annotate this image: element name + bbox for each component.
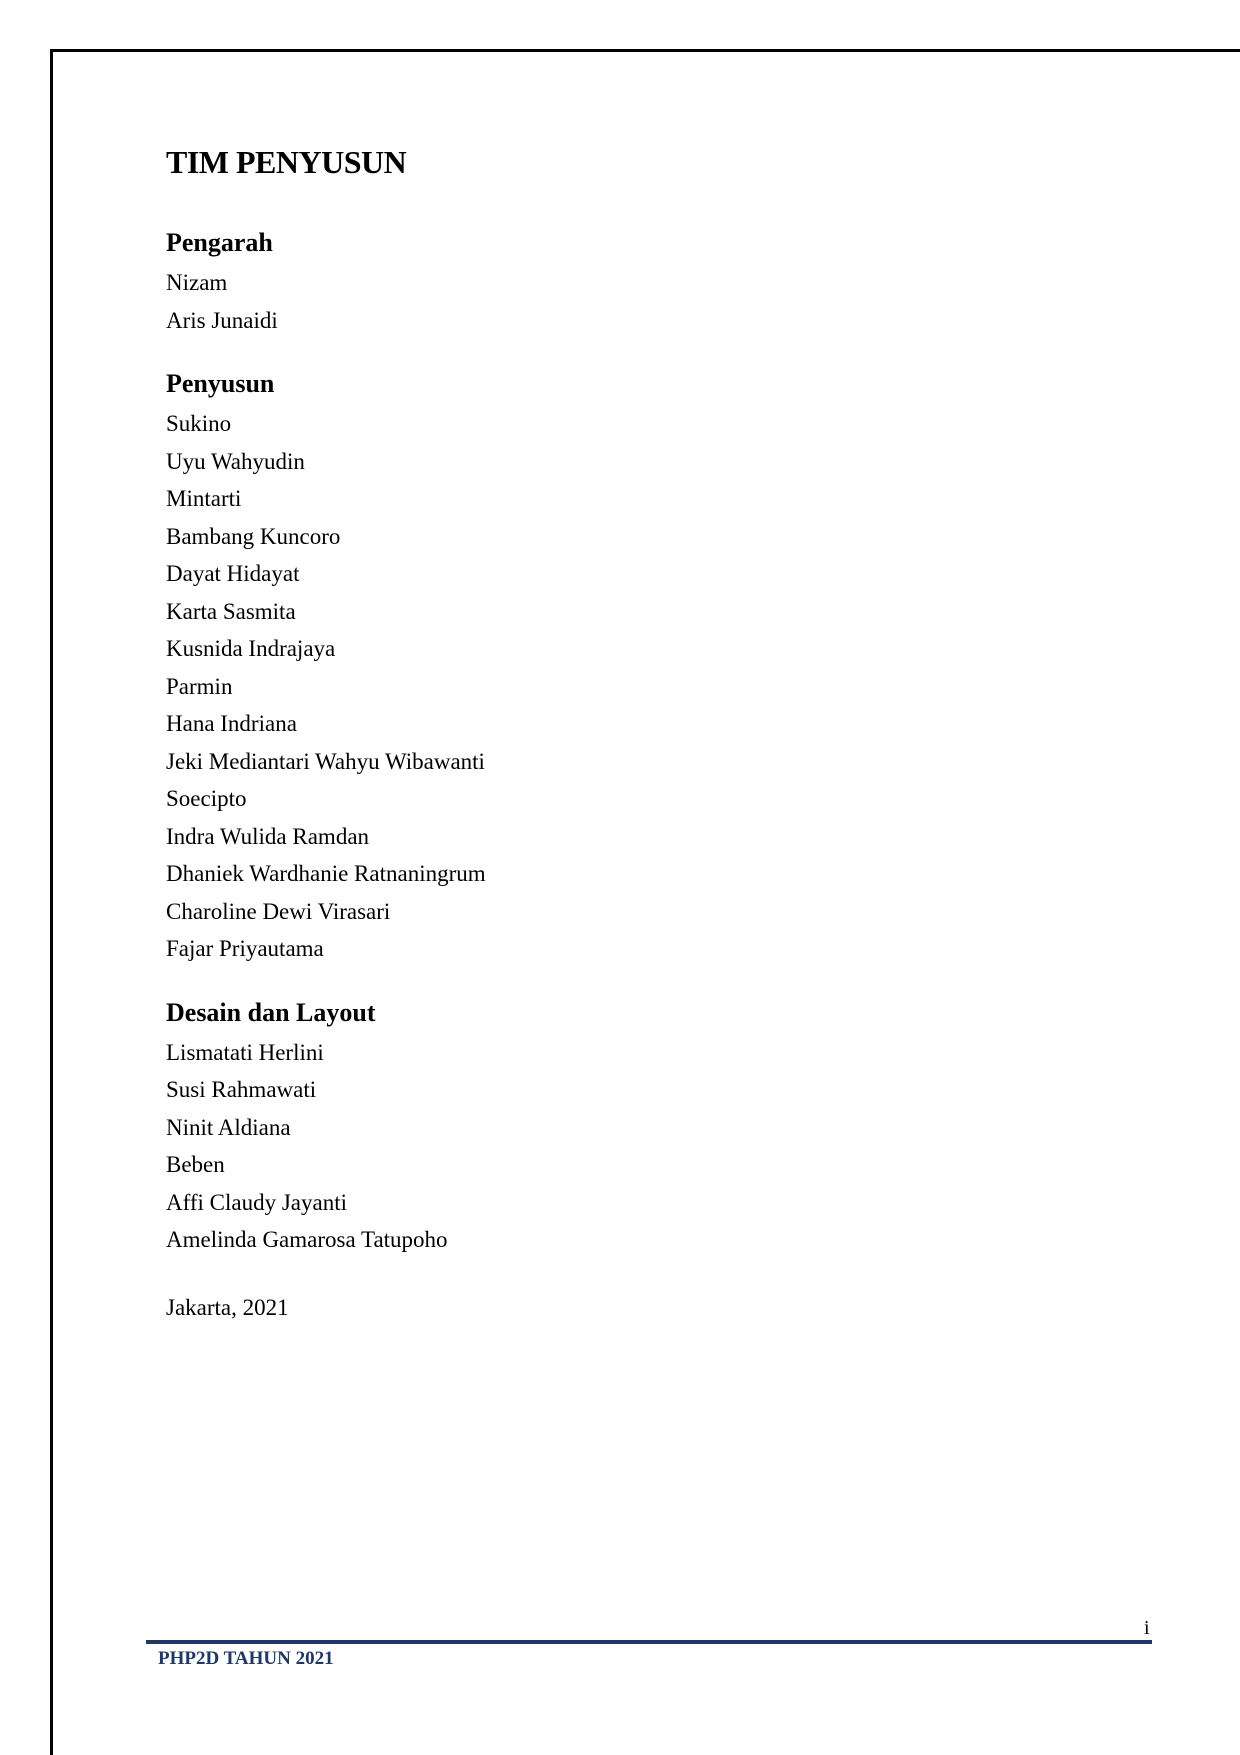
list-item: Lismatati Herlini bbox=[166, 1039, 324, 1065]
section-heading: Desain dan Layout bbox=[166, 997, 376, 1027]
list-item: Susi Rahmawati bbox=[166, 1077, 317, 1102]
name-list bbox=[166, 264, 1066, 339]
list-item: Karta Sasmita bbox=[166, 598, 296, 624]
list-item: Hana Indriana bbox=[166, 711, 297, 736]
list-item: Mintarti bbox=[166, 486, 242, 511]
list-item: Dayat Hidayat bbox=[166, 561, 300, 586]
list-item: Dhaniek Wardhanie Ratnaningrum bbox=[166, 861, 486, 886]
list-item: Jeki Mediantari Wahyu Wibawanti bbox=[166, 748, 485, 774]
list-item: Uyu Wahyudin bbox=[166, 448, 305, 474]
list-item: Parmin bbox=[166, 673, 233, 699]
section-heading: Penyusun bbox=[166, 369, 275, 398]
list-item: Soecipto bbox=[166, 786, 247, 811]
footer-rule bbox=[146, 1640, 1152, 1644]
list-item: Charoline Dewi Virasari bbox=[166, 898, 391, 924]
section-penyusun bbox=[166, 367, 1066, 968]
list-item: Aris Junaidi bbox=[166, 307, 278, 333]
footer-text: PHP2D TAHUN 2021 bbox=[158, 1648, 334, 1669]
section-heading: Pengarah bbox=[166, 228, 273, 257]
section-pengarah bbox=[166, 226, 1066, 339]
list-item: Indra Wulida Ramdan bbox=[166, 823, 370, 849]
place-date: Jakarta, 2021 bbox=[166, 1294, 289, 1320]
list-item: Sukino bbox=[166, 411, 232, 436]
section-desain-dan-layout bbox=[166, 996, 1066, 1259]
document-content bbox=[166, 142, 1066, 1326]
name-list bbox=[166, 405, 1066, 968]
list-item: Bambang Kuncoro bbox=[166, 523, 341, 549]
list-item: Kusnida Indrajaya bbox=[166, 636, 336, 661]
sections-container bbox=[166, 226, 1066, 1259]
list-item: Ninit Aldiana bbox=[166, 1114, 291, 1140]
list-item: Affi Claudy Jayanti bbox=[166, 1189, 347, 1215]
list-item: Beben bbox=[166, 1152, 225, 1177]
page-title: TIM PENYUSUN bbox=[166, 144, 407, 180]
name-list bbox=[166, 1034, 1066, 1259]
list-item: Amelinda Gamarosa Tatupoho bbox=[166, 1227, 448, 1252]
list-item: Nizam bbox=[166, 270, 228, 295]
list-item: Fajar Priyautama bbox=[166, 936, 324, 961]
page-number: i bbox=[1144, 1617, 1150, 1639]
